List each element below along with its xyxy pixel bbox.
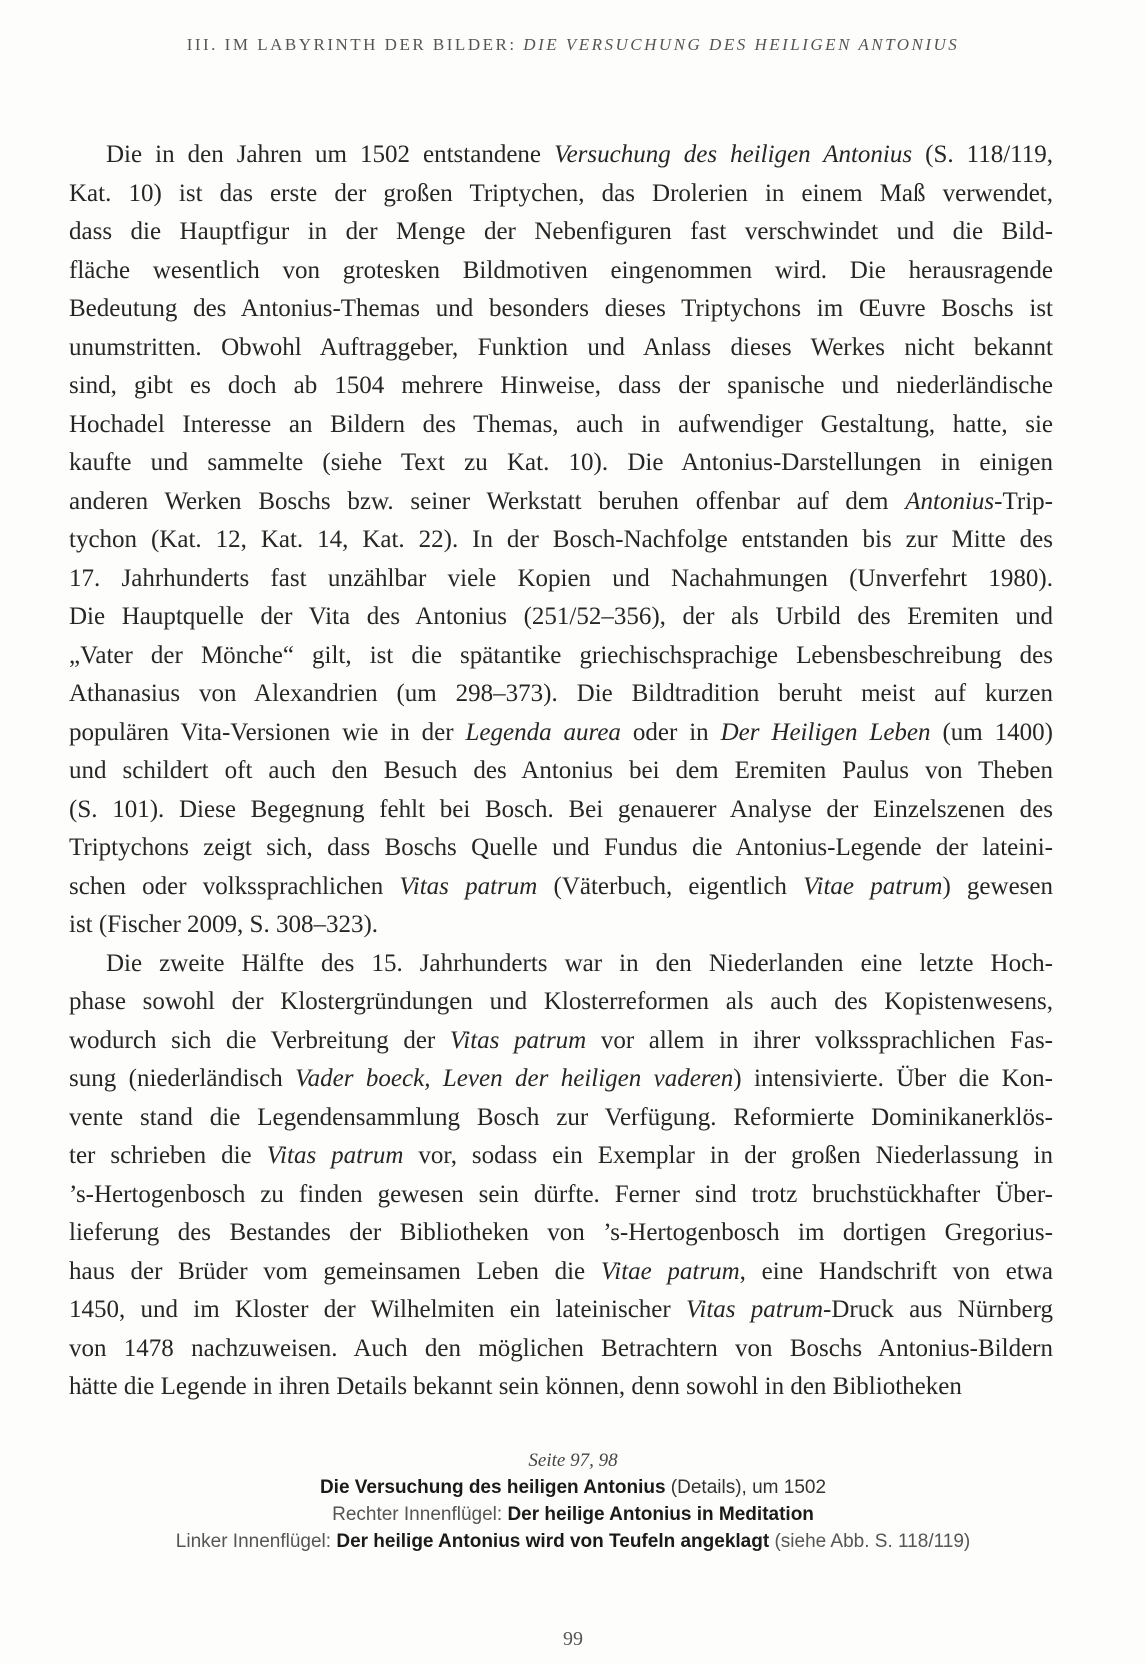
text-run: hätte die Legende in ihren Details bekannt sein können, denn sowohl in den Bibliotheken bbox=[69, 1373, 962, 1400]
text-run: Die Hauptquelle der Vita des Antonius (251/52–356), der als Urbild des Eremiten und bbox=[69, 603, 1053, 630]
caption-line-3 bbox=[0, 1528, 1146, 1555]
text-run: (S. 118/119, bbox=[912, 141, 1053, 168]
italic-title: Der Heiligen Leben bbox=[720, 718, 931, 746]
body-line bbox=[69, 367, 1053, 406]
body-line bbox=[69, 521, 1053, 560]
body-line bbox=[69, 945, 1053, 984]
text-run: populären Vita-Versionen wie in der bbox=[69, 718, 466, 746]
italic-title: Vitas patrum bbox=[685, 1296, 824, 1323]
body-text bbox=[69, 136, 1053, 1407]
body-line bbox=[69, 136, 1053, 175]
text-run: tychon (Kat. 12, Kat. 14, Kat. 22). In der Bosch-Nachfolge entstanden bis zur Mitte des bbox=[69, 526, 1053, 553]
body-line bbox=[69, 1214, 1053, 1253]
caption-left-wing-label: Linker Innenflügel: bbox=[175, 1531, 337, 1552]
page-number: 99 bbox=[563, 1628, 583, 1650]
text-run: -Druck aus Nürnberg bbox=[823, 1296, 1053, 1323]
caption-title-rest: (Details), um 1502 bbox=[665, 1477, 827, 1498]
text-run: schen oder volkssprachlichen bbox=[69, 872, 400, 900]
body-line bbox=[69, 598, 1053, 637]
italic-title: Vader boeck, Leven der heiligen vaderen bbox=[295, 1065, 734, 1092]
caption-left-wing-rest: (siehe Abb. S. 118/119) bbox=[769, 1531, 971, 1552]
text-run: Triptychons zeigt sich, dass Boschs Quelle und Fundus die Antonius-Legende der lateini- bbox=[69, 834, 1053, 861]
text-run: Kat. 10) ist das erste der großen Triptychen, das Drolerien in einem Maß verwendet, bbox=[69, 179, 1053, 207]
body-line bbox=[69, 483, 1053, 522]
body-line bbox=[69, 406, 1053, 445]
body-line bbox=[69, 444, 1053, 483]
text-run: -Trip- bbox=[994, 487, 1053, 515]
running-head-title: DIE VERSUCHUNG DES HEILIGEN ANTONIUS bbox=[523, 35, 960, 54]
body-line bbox=[69, 906, 1053, 945]
text-run: sind, gibt es doch ab 1504 mehrere Hinweise, dass der spanische und niederländische bbox=[69, 372, 1053, 399]
body-line bbox=[69, 1291, 1053, 1330]
italic-title: Versuchung des heiligen Antonius bbox=[554, 141, 913, 168]
body-line bbox=[69, 213, 1053, 252]
text-run: sung (niederländisch bbox=[69, 1065, 296, 1092]
body-line bbox=[69, 1137, 1053, 1176]
text-run: phase sowohl der Klostergründungen und Klosterreformen als auch des Kopistenwesens, bbox=[69, 988, 1053, 1015]
text-run: vente stand die Legendensammlung Bosch zur Verfügung. Reformierte Dominikanerklös- bbox=[69, 1103, 1053, 1131]
figure-caption bbox=[0, 1447, 1146, 1555]
italic-title: Legenda aurea bbox=[465, 718, 621, 746]
text-run: lieferung des Bestandes der Bibliotheken von ’s-Hertogenbosch im dortigen Gregorius- bbox=[69, 1219, 1053, 1246]
running-head bbox=[0, 35, 1146, 55]
text-run: , eine Handschrift von etwa bbox=[739, 1257, 1053, 1285]
body-line bbox=[69, 1022, 1053, 1061]
body-line bbox=[69, 175, 1053, 214]
body-line bbox=[69, 1253, 1053, 1292]
text-run: 1450, und im Kloster der Wilhelmiten ein lateinischer bbox=[69, 1296, 686, 1323]
body-line bbox=[69, 1099, 1053, 1138]
text-run: „Vater der Mönche“ gilt, ist die spätantike griechischsprachige Lebensbeschreibung des bbox=[69, 641, 1053, 669]
text-run: oder in bbox=[620, 718, 721, 746]
body-line bbox=[69, 675, 1053, 714]
caption-page-ref: Seite 97, 98 bbox=[528, 1450, 618, 1471]
text-run: Hochadel Interesse an Bildern des Themas, auch in aufwendiger Gestaltung, hatte, sie bbox=[69, 410, 1053, 438]
italic-title: Vitas patrum bbox=[266, 1142, 404, 1169]
text-run: von 1478 nachzuweisen. Auch den möglichen Betrachtern von Boschs Antonius-Bildern bbox=[69, 1334, 1053, 1362]
text-run: haus der Brüder vom gemeinsamen Leben die bbox=[69, 1257, 601, 1285]
body-line bbox=[69, 714, 1053, 753]
body-line bbox=[69, 1176, 1053, 1215]
caption-title: Die Versuchung des heiligen Antonius bbox=[319, 1477, 666, 1498]
text-run: und schildert oft auch den Besuch des Antonius bei dem Eremiten Paulus von Theben bbox=[69, 757, 1053, 784]
body-line bbox=[69, 1368, 1053, 1407]
body-line bbox=[69, 329, 1053, 368]
text-run: ist (Fischer 2009, S. 308–323). bbox=[69, 911, 379, 938]
caption-line-1 bbox=[0, 1474, 1146, 1501]
body-line bbox=[69, 637, 1053, 676]
text-run: ter schrieben die bbox=[69, 1142, 267, 1169]
text-run: 17. Jahrhunderts fast unzählbar viele Kopien und Nachahmungen (Unverfehrt 1980). bbox=[69, 564, 1053, 592]
body-line bbox=[69, 1060, 1053, 1099]
text-run: unumstritten. Obwohl Auftraggeber, Funktion und Anlass dieses Werkes nicht bekannt bbox=[69, 333, 1053, 361]
text-run: ) gewesen bbox=[942, 872, 1053, 900]
italic-title: Vitae patrum bbox=[600, 1257, 740, 1285]
body-line bbox=[69, 560, 1053, 599]
body-line bbox=[69, 752, 1053, 791]
text-run: vor, sodass ein Exemplar in der großen Niederlassung in bbox=[403, 1142, 1053, 1169]
text-run: Die in den Jahren um 1502 entstandene bbox=[106, 141, 555, 168]
italic-title: Antonius bbox=[905, 487, 995, 515]
text-run: kaufte und sammelte (siehe Text zu Kat. 10). Die Antonius-Darstellungen in einigen bbox=[69, 449, 1053, 476]
text-run: dass die Hauptfigur in der Menge der Nebenfiguren fast verschwindet und die Bild- bbox=[69, 218, 1053, 245]
italic-title: Vitae patrum bbox=[803, 872, 943, 900]
body-line bbox=[69, 1330, 1053, 1369]
text-run: fläche wesentlich von grotesken Bildmotiven eingenommen wird. Die herausragende bbox=[69, 256, 1053, 284]
caption-right-wing-label: Rechter Innenflügel: bbox=[332, 1504, 508, 1525]
text-run: (Väterbuch, eigentlich bbox=[537, 872, 804, 900]
body-line bbox=[69, 829, 1053, 868]
body-line bbox=[69, 290, 1053, 329]
text-run: Athanasius von Alexandrien (um 298–373). Die Bildtradition beruht meist auf kurzen bbox=[69, 680, 1053, 707]
caption-right-wing-title: Der heilige Antonius in Meditation bbox=[507, 1504, 814, 1525]
italic-title: Vitas patrum bbox=[449, 1026, 587, 1054]
caption-line-2 bbox=[0, 1501, 1146, 1528]
text-run: anderen Werken Boschs bzw. seiner Werkstatt beruhen offenbar auf dem bbox=[69, 487, 906, 515]
running-head-prefix: III. IM LABYRINTH DER BILDER: bbox=[186, 35, 524, 54]
body-line bbox=[69, 252, 1053, 291]
text-run: ) intensivierte. Über die Kon- bbox=[733, 1065, 1053, 1092]
italic-title: Vitas patrum bbox=[399, 872, 538, 900]
text-run: (S. 101). Diese Begegnung fehlt bei Bosch. Bei genauerer Analyse der Einzelszenen des bbox=[69, 795, 1053, 823]
body-line bbox=[69, 868, 1053, 907]
text-run: Die zweite Hälfte des 15. Jahrhunderts war in den Niederlanden eine letzte Hoch- bbox=[106, 949, 1053, 977]
caption-left-wing-title: Der heilige Antonius wird von Teufeln angeklagt bbox=[336, 1531, 770, 1552]
text-run: (um 1400) bbox=[930, 718, 1053, 746]
text-run: vor allem in ihrer volkssprachlichen Fas- bbox=[586, 1026, 1053, 1054]
text-run: wodurch sich die Verbreitung der bbox=[69, 1026, 450, 1054]
body-line bbox=[69, 791, 1053, 830]
text-run: Bedeutung des Antonius-Themas und besonders dieses Triptychons im Œuvre Boschs ist bbox=[69, 295, 1053, 322]
body-line bbox=[69, 983, 1053, 1022]
text-run: ’s-Hertogenbosch zu finden gewesen sein dürfte. Ferner sind trotz bruchstückhafter Über- bbox=[69, 1180, 1053, 1208]
